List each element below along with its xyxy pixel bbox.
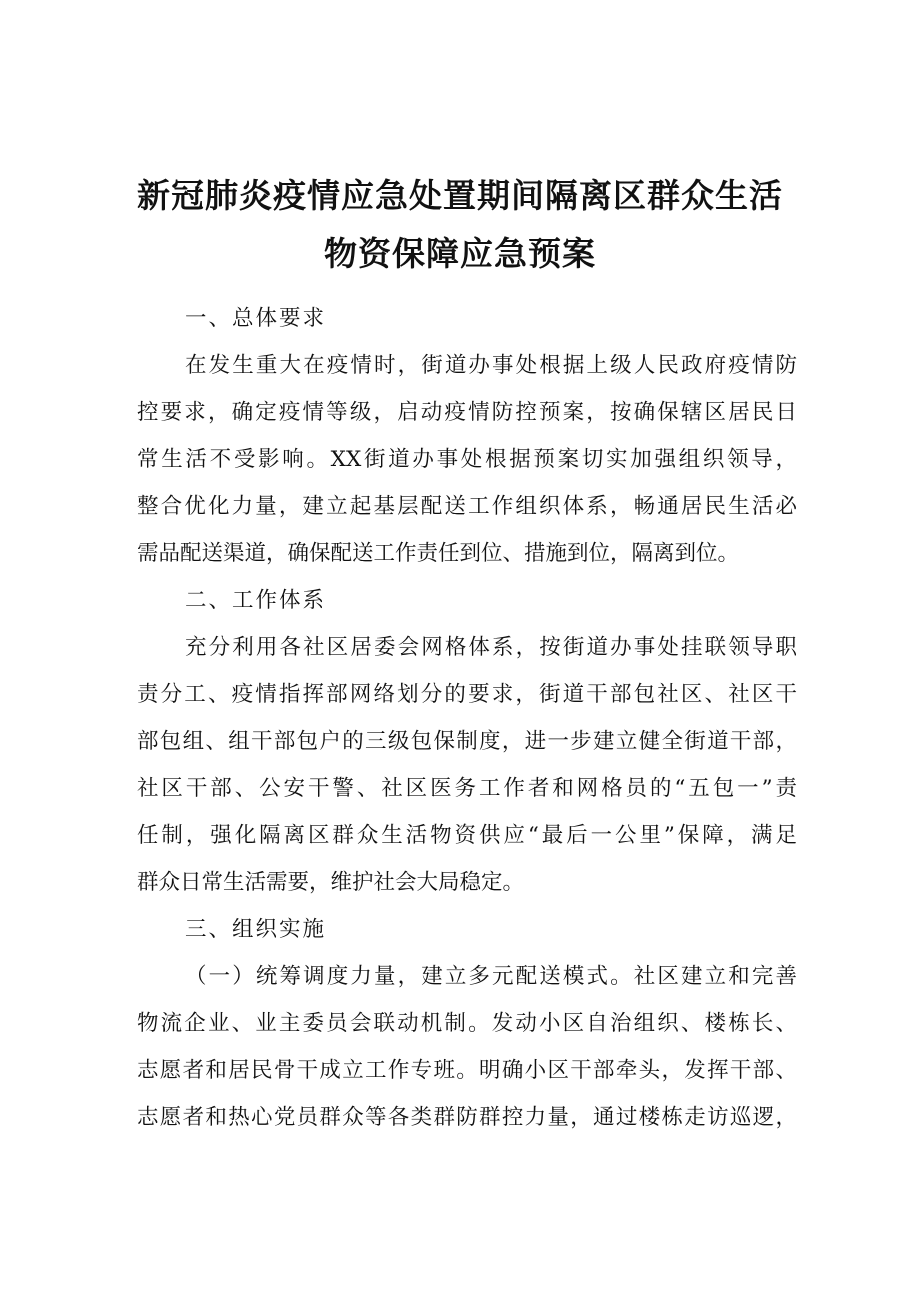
paragraph-line: 控要求，确定疫情等级，启动疫情防控预案，按确保辖区居民日 xyxy=(137,400,797,425)
paragraph-line: 责分工、疫情指挥部网络划分的要求，街道干部包社区、社区干 xyxy=(137,682,797,707)
paragraph-line: 社区干部、公安干警、社区医务工作者和网格员的“五包一”责 xyxy=(137,776,797,801)
section-3-paragraph xyxy=(137,953,797,1141)
section-2-paragraph xyxy=(137,624,797,906)
paragraph-line: 群众日常生活需要，维护社会大局稳定。 xyxy=(137,870,525,895)
paragraph-line: 部包组、组干部包户的三级包保制度，进一步建立健全街道干部， xyxy=(137,729,797,754)
paragraph-line: 常生活不受影响。XX街道办事处根据预案切实加强组织领导， xyxy=(137,447,797,472)
section-heading-2: 二、工作体系 xyxy=(185,588,327,613)
paragraph-line: 志愿者和热心党员群众等各类群防群控力量，通过楼栋走访巡逻， xyxy=(137,1105,797,1130)
paragraph-line: 物流企业、业主委员会联动机制。发动小区自治组织、楼栋长、 xyxy=(137,1011,797,1036)
paragraph-line: （一）统筹调度力量，建立多元配送模式。社区建立和完善 xyxy=(185,964,797,989)
paragraph-line: 在发生重大在疫情时，街道办事处根据上级人民政府疫情防 xyxy=(185,353,797,378)
paragraph-line: 志愿者和居民骨干成立工作专班。明确小区干部牵头，发挥干部、 xyxy=(137,1058,797,1083)
document-title-line-2: 物资保障应急预案 xyxy=(324,234,596,273)
document-title-line-1: 新冠肺炎疫情应急处置期间隔离区群众生活 xyxy=(137,176,783,215)
section-heading-3: 三、组织实施 xyxy=(185,917,327,942)
section-1-paragraph xyxy=(137,342,797,577)
section-heading-1: 一、总体要求 xyxy=(185,306,327,331)
paragraph-line: 任制，强化隔离区群众生活物资供应“最后一公里”保障，满足 xyxy=(137,823,797,848)
paragraph-line: 需品配送渠道，确保配送工作责任到位、措施到位，隔离到位。 xyxy=(137,541,740,566)
paragraph-line: 充分利用各社区居委会网格体系，按街道办事处挂联领导职 xyxy=(185,635,797,660)
paragraph-line: 整合优化力量，建立起基层配送工作组织体系，畅通居民生活必 xyxy=(137,494,797,519)
